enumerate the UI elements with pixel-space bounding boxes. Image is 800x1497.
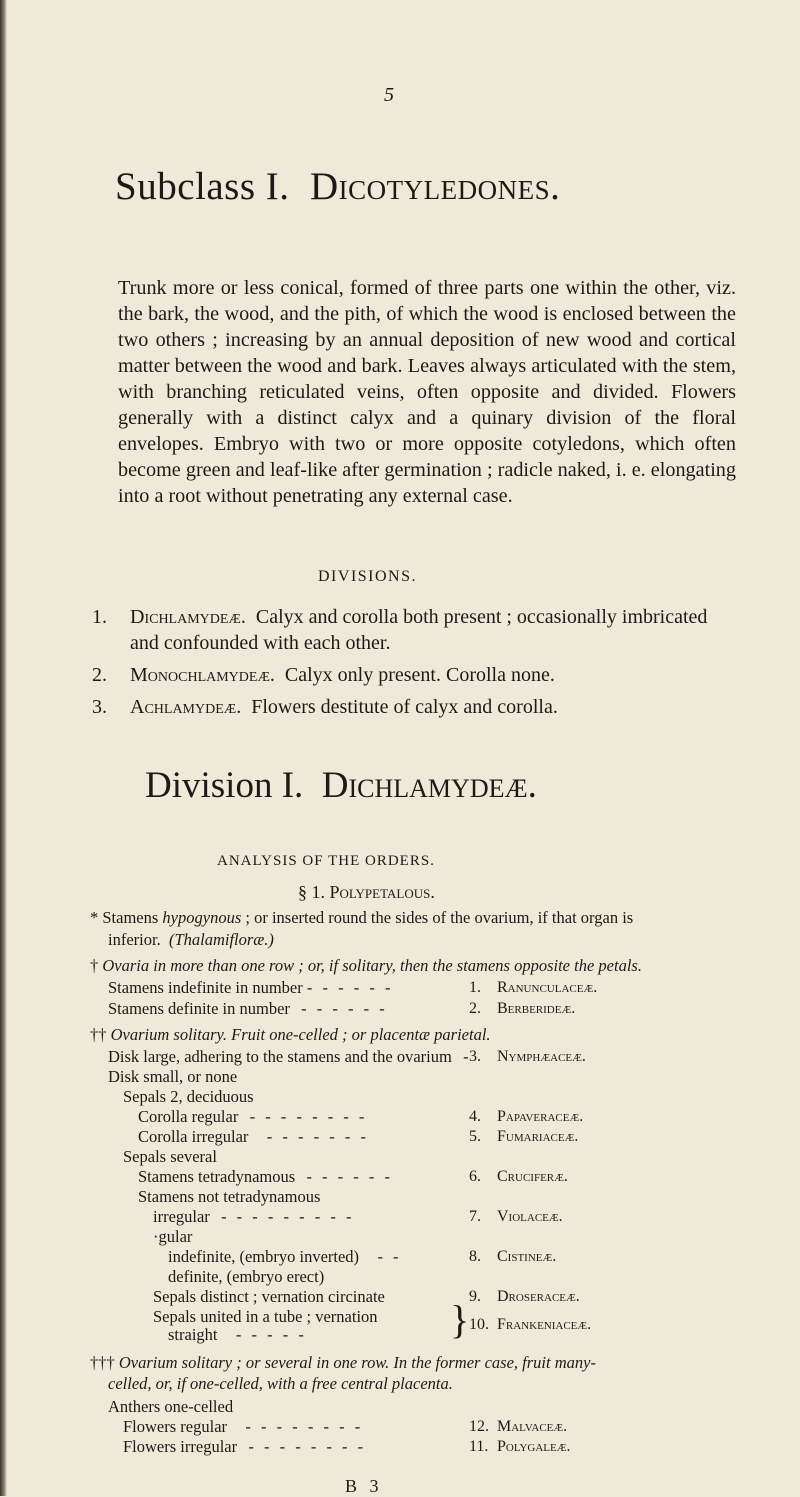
key-row [123,1146,217,1167]
subclass-prefix: Subclass I. [115,165,290,208]
key-row: Stamens indefinite in number - - - - - - [108,978,394,997]
order-number: 8. [469,1248,481,1265]
key-row [153,1226,192,1247]
note-text: Ovarium solitary ; or several in one row. In the former case, fruit many- [118,1353,596,1372]
key-row: Flowers regular - - - - - - - - [123,1417,364,1436]
order-name: Malvaceæ. [497,1418,568,1435]
key-text: Sepals united in a tube ; vernation [153,1307,378,1326]
key-text: Sepals 2, deciduous [123,1087,254,1106]
order-number: 4. [469,1108,481,1125]
order-name: Cistineæ. [497,1248,557,1265]
division-number: 1. [92,606,107,628]
division-number: 2. [92,664,107,686]
key-text: Anthers one-celled [108,1397,234,1416]
note-text: Ovaria in more than one row ; or, if solitary, then the stamens opposite the petals. [102,956,642,975]
order-name: Ranunculaceæ. [497,979,598,996]
order-name: Fumariaceæ. [497,1128,579,1145]
section-name: Polypetalous. [329,882,435,902]
key-text: Stamens tetradynamous [138,1167,296,1186]
order-name: Violaceæ. [497,1208,563,1225]
triple-dagger-mark: ††† [90,1353,115,1372]
key-row: irregular - - - - - - - - - [153,1207,355,1226]
key-text: irregular [153,1207,210,1226]
division-name: Dichlamydeæ. [130,606,246,628]
order-number: 10. [469,1316,489,1333]
note-text-italic: (Thalamifloræ.) [168,930,274,949]
order-entry [469,1288,580,1306]
key-text: Stamens indefinite in number [108,978,303,997]
order-entry [469,1438,571,1456]
division-desc: Calyx and corolla both present ; occasionally imbricated and confounded with each other. [130,606,708,654]
note-text: inferior. [108,930,161,949]
key-text: indefinite, (embryo inverted) [168,1247,360,1266]
note-text: celled, or, if one-celled, with a free central placenta. [108,1374,453,1393]
division-name: Monochlamydeæ. [130,664,275,686]
key-row: Stamens definite in number - - - - - - [108,999,388,1018]
key-row: straight - - - - - [168,1325,307,1344]
division-title [145,764,537,807]
key-text: straight [168,1325,218,1344]
key-row [168,1266,324,1287]
printer-signature: B 3 [345,1476,383,1496]
note-triple-dagger-line2 [108,1373,453,1394]
note-star-line1 [90,907,633,928]
key-text: Disk large, adhering to the stamens and the ovarium [108,1047,452,1066]
key-text: Stamens not tetradynamous [138,1187,321,1206]
key-text: Sepals distinct ; vernation circinate [153,1287,385,1306]
order-name: Polygaleæ. [497,1438,571,1455]
note-double-dagger [90,1024,491,1045]
order-entry [469,979,597,997]
note-text: Ovarium solitary. Fruit one-celled ; or placentæ parietal. [110,1025,491,1044]
dagger-mark: † [90,956,99,975]
order-name: Papaveraceæ. [497,1108,584,1125]
key-text: Flowers irregular [123,1437,238,1456]
division-item-1 [92,604,740,656]
note-text: ; or inserted round the sides of the ovarium, if that organ is [245,908,634,927]
star-mark: * [90,908,99,927]
key-text: Stamens definite in number [108,999,290,1018]
order-number: 6. [469,1168,481,1185]
order-number: 9. [469,1288,481,1305]
key-text: definite, (embryo erect) [168,1267,325,1286]
analysis-heading: ANALYSIS OF THE ORDERS. [217,853,435,869]
order-number: 5. [469,1128,481,1145]
order-name: Frankeniaceæ. [497,1316,592,1333]
division-desc: Flowers destitute of calyx and corolla. [251,696,558,718]
key-text: Disk small, or none [108,1067,238,1086]
division-item-3 [92,694,558,720]
order-number: 11. [469,1438,489,1455]
section-mark: § 1. [298,882,325,902]
key-row: Flowers irregular - - - - - - - - [123,1437,367,1456]
key-row: Corolla regular - - - - - - - - [138,1107,368,1126]
note-text-italic: hypogynous [162,908,242,927]
order-number: 3. [469,1048,481,1065]
key-text: Sepals several [123,1147,217,1166]
key-row [123,1086,254,1107]
order-number: 1. [469,979,481,996]
order-entry [469,1108,583,1126]
key-row: Corolla irregular - - - - - - - [138,1127,370,1146]
order-entry [469,1418,567,1436]
division-title-name: Dichlamydeæ. [321,765,537,806]
division-desc: Calyx only present. Corolla none. [284,664,555,686]
key-row [138,1186,320,1207]
note-dagger [90,955,642,976]
intro-paragraph: Trunk more or less conical, formed of three parts one within the other, viz. the bark, the wood, and the pith, of which the wood is enclosed between the two others ; increasing by an annual deposition of new wood and cortical matter between the wood and bark. Leaves always articulated with the stem, with branching reticulated veins, often opposite and divided. Flowers generally with a distinct calyx and a quinary division of the floral envelopes. Embryo with two or more opposite cotyledons, which often become green and leaf-like after germination ; radicle naked, i. e. elongating into a root without penetrating any external case. [118,277,736,508]
key-text: Corolla regular [138,1107,239,1126]
divisions-heading: DIVISIONS. [318,568,417,585]
order-entry [469,1000,575,1018]
brace-mark: } [450,1297,470,1342]
key-row: Disk large, adhering to the stamens and the ovarium - [108,1047,472,1066]
division-name: Achlamydeæ. [130,696,242,718]
key-row: Stamens tetradynamous - - - - - - [138,1167,394,1186]
order-entry [469,1168,568,1186]
order-entry [469,1128,578,1146]
division-item-2 [92,662,555,688]
order-entry [469,1208,563,1226]
note-text: Stamens [102,908,159,927]
note-star-line2 [108,929,274,950]
order-entry [469,1048,586,1066]
key-row [108,1066,237,1087]
order-number: 12. [469,1418,489,1435]
order-number: 2. [469,1000,481,1017]
double-dagger-mark: †† [90,1025,107,1044]
key-row [153,1286,385,1307]
order-name: Droseraceæ. [497,1288,580,1305]
key-text: ·gular [153,1227,193,1246]
key-row [108,1396,233,1417]
division-number: 3. [92,696,107,718]
order-number: 7. [469,1208,481,1225]
note-triple-dagger-line1 [90,1352,596,1373]
order-entry [469,1248,556,1266]
key-text: Flowers regular [123,1417,228,1436]
page-number: 5 [384,84,394,106]
division-title-prefix: Division I. [145,765,304,806]
section-heading [298,882,435,903]
key-text: Corolla irregular [138,1127,249,1146]
order-entry [469,1316,591,1334]
subclass-title [115,164,560,209]
order-name: Berberideæ. [497,1000,576,1017]
order-name: Cruciferæ. [497,1168,568,1185]
subclass-name: Dicotyledones. [310,165,561,208]
key-row: indefinite, (embryo inverted) - - [168,1247,402,1266]
order-name: Nymphæaceæ. [497,1048,586,1065]
